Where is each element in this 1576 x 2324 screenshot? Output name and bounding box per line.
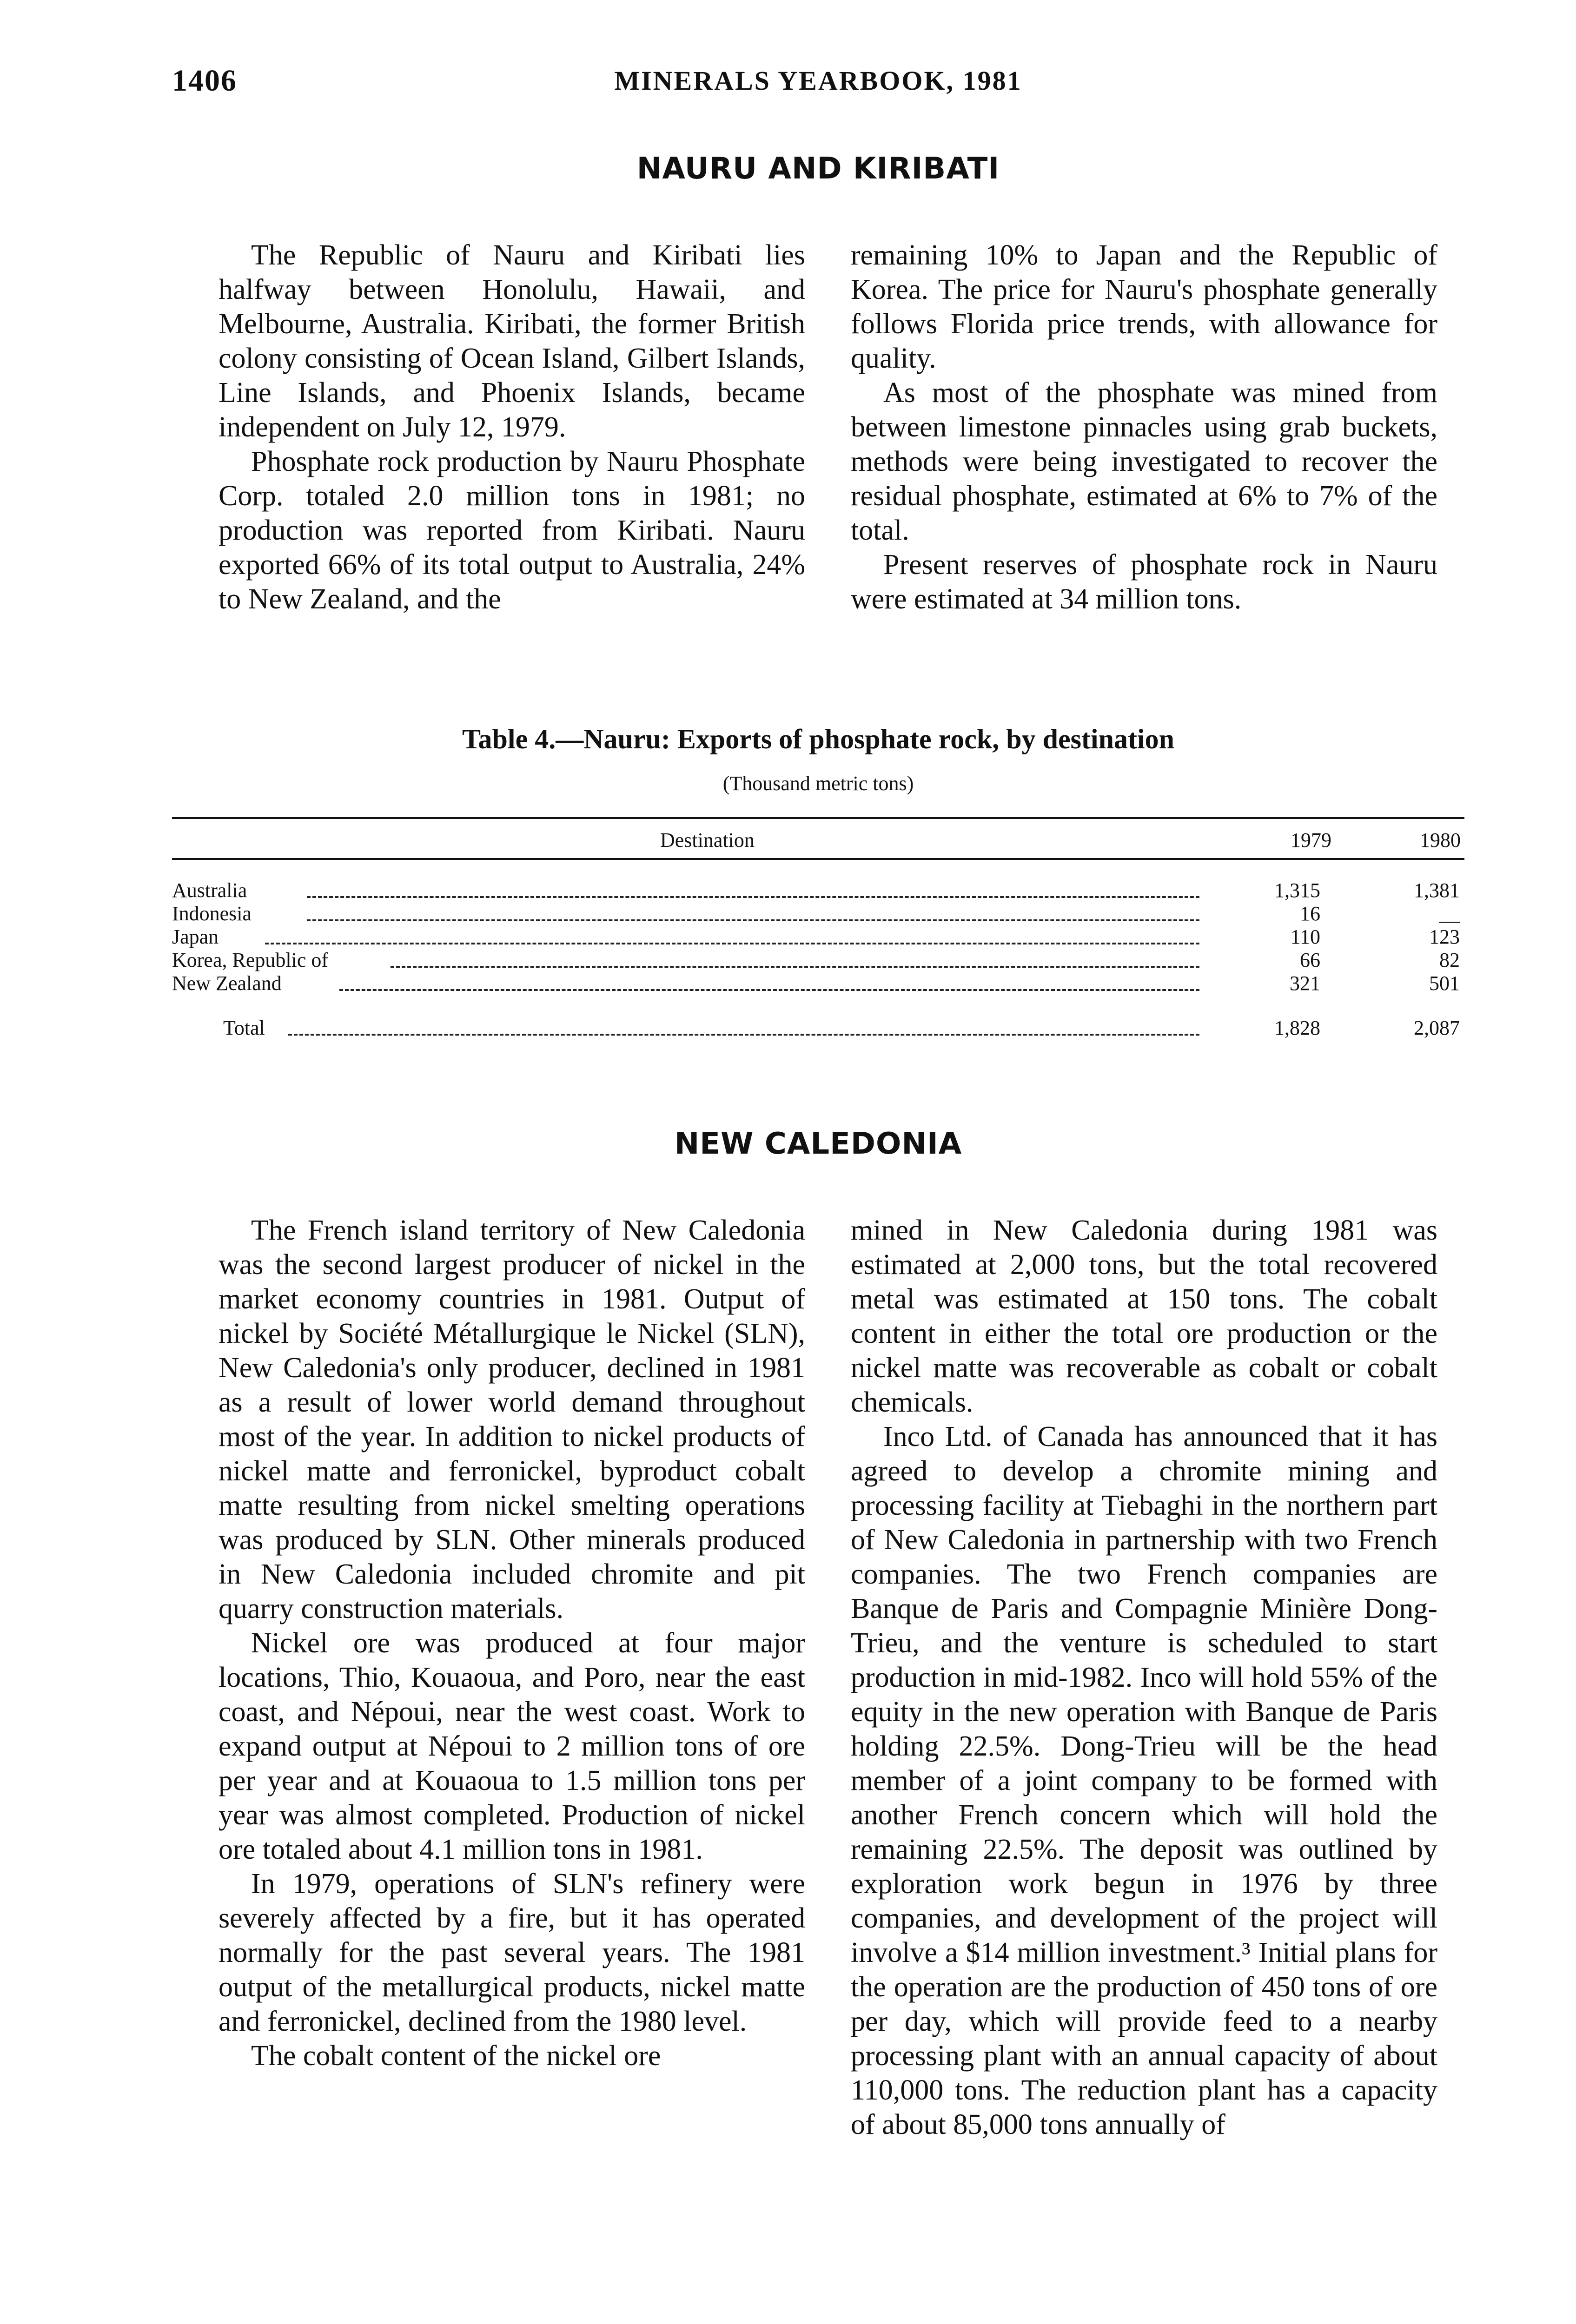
dot-leader bbox=[307, 919, 1199, 921]
cell-1980: 1,381 bbox=[1414, 879, 1460, 902]
dot-leader bbox=[307, 896, 1199, 898]
page-header bbox=[172, 63, 1464, 105]
cell-1979: 1,315 bbox=[1274, 879, 1320, 902]
row-label: New Zealand bbox=[172, 972, 282, 995]
table-row bbox=[172, 948, 1464, 972]
table-row bbox=[172, 902, 1464, 926]
dot-leader bbox=[288, 1034, 1199, 1036]
nauru-left-column bbox=[219, 238, 805, 616]
cell-1979: 1,828 bbox=[1274, 1017, 1320, 1039]
table-row bbox=[172, 878, 1464, 903]
dot-leader bbox=[391, 966, 1199, 968]
paragraph: Nickel ore was produced at four major locations, Thio, Kouaoua, and Poro, near the east coast, and Népoui, near the west coast. Work to expand output at Népoui to 2 million tons of ore per year and at Kouaoua to 1.5 million tons per year was almost completed. Production of nickel ore totaled about 4.1 million tons in 1981. bbox=[219, 1627, 805, 1865]
cell-1979: 66 bbox=[1300, 949, 1320, 971]
cell-1979: 110 bbox=[1290, 925, 1320, 948]
paragraph: In 1979, operations of SLN's refinery were severely affected by a fire, but it has operated normally for the past several years. The 1981 output of the metallurgical products, nickel matte and ferronickel, declined from the 1980 level. bbox=[219, 1868, 805, 2037]
new-caledonia-left-column bbox=[219, 1213, 805, 2073]
table-header-1979: 1979 bbox=[1291, 829, 1331, 852]
paragraph: The Republic of Nauru and Kiribati lies halfway between Honolulu, Hawaii, and Melbourne, Australia. Kiribati, the former British colony consisting of Ocean Island, Gilbert Islands, Line Islands, and Phoenix Islands, became independent on July 12, 1979. bbox=[219, 239, 805, 443]
row-label: Japan bbox=[172, 925, 219, 948]
row-label: Korea, Republic of bbox=[172, 949, 328, 971]
cell-1980: 82 bbox=[1439, 949, 1460, 971]
cell-1979: 321 bbox=[1290, 972, 1320, 995]
running-title: MINERALS YEARBOOK, 1981 bbox=[614, 66, 1022, 96]
table-title: Table 4.—Nauru: Exports of phosphate rock, by destination bbox=[462, 724, 1174, 754]
table-units: (Thousand metric tons) bbox=[722, 772, 914, 795]
row-label: Total bbox=[223, 1017, 265, 1039]
new-caledonia-right-column bbox=[851, 1213, 1437, 2142]
cell-1980: __ bbox=[1439, 902, 1460, 925]
paragraph: remaining 10% to Japan and the Republic of Korea. The price for Nauru's phosphate generally follows Florida price trends, with allowance for quality. bbox=[851, 239, 1437, 374]
table-header-1980: 1980 bbox=[1420, 829, 1461, 852]
nauru-right-column bbox=[851, 238, 1437, 616]
table-row bbox=[172, 971, 1464, 996]
row-label: Indonesia bbox=[172, 902, 252, 925]
paragraph: Inco Ltd. of Canada has announced that it has agreed to develop a chromite mining and processing facility at Tiebaghi in the northern part of New Caledonia in partnership with two French companies. The two French companies are Banque de Paris and Compagnie Minière Dong-Trieu, and the venture is scheduled to start production in mid-1982. Inco will hold 55% of the equity in the new operation with Banque de Paris holding 22.5%. Dong-Trieu will be the head member of a joint company to be formed with another French concern which will hold the remaining 22.5%. The deposit was outlined by exploration work begun in 1976 by three companies, and development of the project will involve a $14 million investment.³ Initial plans for the operation are the production of 450 tons of ore per day, which will provide feed to a nearby processing plant with an annual capacity of about 110,000 tons. The reduction plant has a capacity of about 85,000 tons annually of bbox=[851, 1421, 1437, 2140]
cell-1979: 16 bbox=[1300, 902, 1320, 925]
table-header-destination: Destination bbox=[660, 829, 755, 852]
section-heading-nauru: NAURU AND KIRIBATI bbox=[636, 152, 1000, 186]
paragraph: mined in New Caledonia during 1981 was estimated at 2,000 tons, but the total recovered metal was estimated at 150 tons. The cobalt content in either the total ore production or the nickel matte was recoverable as cobalt or cobalt chemicals. bbox=[851, 1215, 1437, 1418]
paragraph: Present reserves of phosphate rock in Nauru were estimated at 34 million tons. bbox=[851, 549, 1437, 615]
section-heading-new-caledonia: NEW CALEDONIA bbox=[674, 1127, 962, 1161]
paragraph: As most of the phosphate was mined from between limestone pinnacles using grab buckets, methods were being investigated to recover the residual phosphate, estimated at 6% to 7% of the total. bbox=[851, 377, 1437, 546]
table-total-row bbox=[172, 1016, 1464, 1040]
cell-1980: 123 bbox=[1429, 925, 1460, 948]
cell-1980: 2,087 bbox=[1414, 1017, 1460, 1039]
paragraph: The cobalt content of the nickel ore bbox=[251, 2040, 661, 2072]
row-label: Australia bbox=[172, 879, 247, 902]
paragraph: The French island territory of New Caledonia was the second largest producer of nickel in the market economy countries in 1981. Output of nickel by Société Métallurgique le Nickel (SLN), New Caledonia's only producer, declined in 1981 as a result of lower world demand throughout most of the year. In addition to nickel products of nickel matte and ferronickel, byproduct cobalt matte resulting from nickel smelting operations was produced by SLN. Other minerals produced in New Caledonia included chromite and pit quarry construction materials. bbox=[219, 1215, 805, 1624]
dot-leader bbox=[339, 989, 1199, 991]
table-row bbox=[172, 925, 1464, 949]
cell-1980: 501 bbox=[1429, 972, 1460, 995]
table-top-rule bbox=[172, 817, 1464, 819]
dot-leader bbox=[265, 943, 1199, 944]
page-number: 1406 bbox=[172, 64, 237, 98]
paragraph: Phosphate rock production by Nauru Phosphate Corp. totaled 2.0 million tons in 1981; no production was reported from Kiribati. Nauru exported 66% of its total output to Australia, 24% to New Zealand, and the bbox=[219, 446, 805, 615]
table-header-rule bbox=[172, 858, 1464, 860]
